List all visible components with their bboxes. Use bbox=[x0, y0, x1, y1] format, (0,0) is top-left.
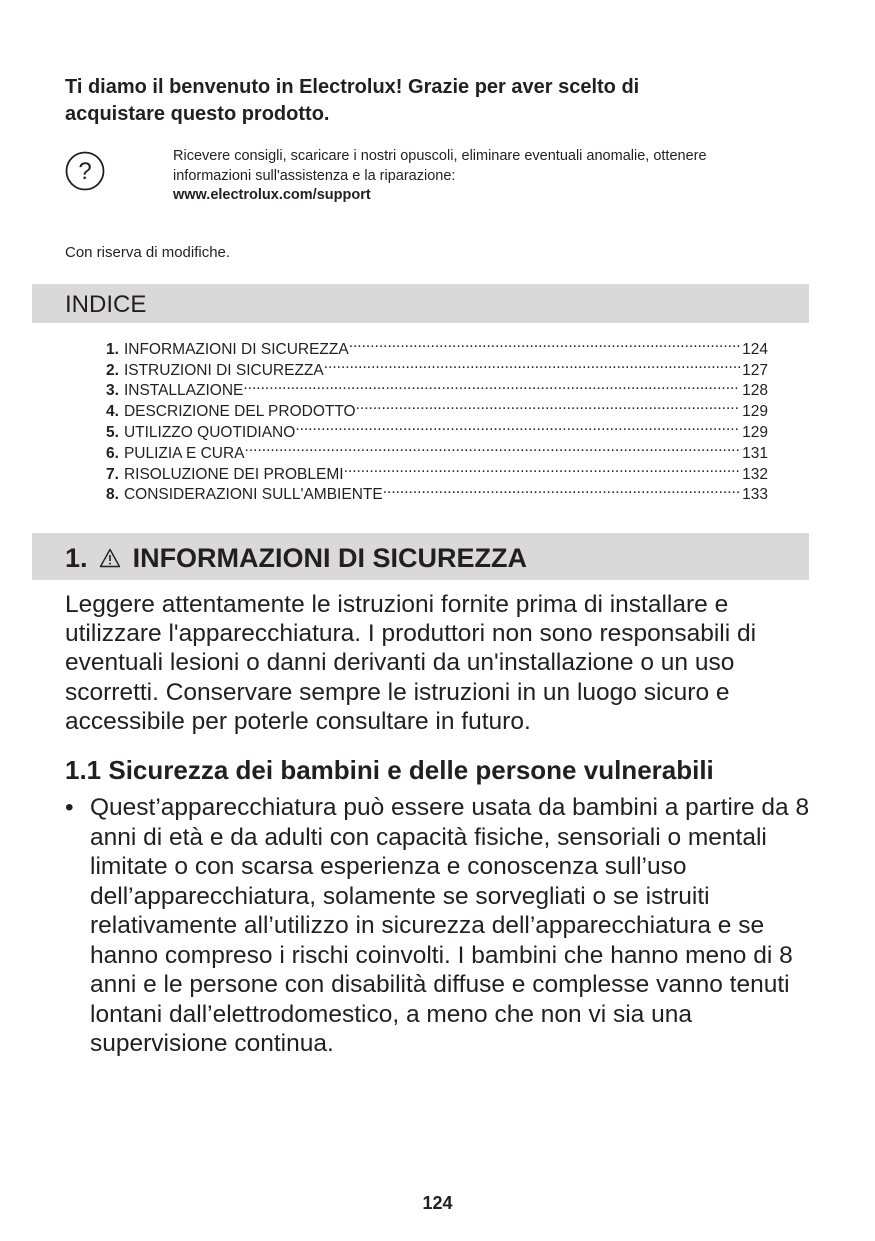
support-info bbox=[173, 147, 813, 206]
toc-item-page: 131 bbox=[742, 444, 768, 462]
table-of-contents bbox=[106, 333, 768, 504]
support-text-line-1: Ricevere consigli, scaricare i nostri opuscoli, eliminare eventuali anomalie, ottenere bbox=[173, 148, 707, 164]
bullet-dot: • bbox=[65, 794, 74, 821]
toc-title: INDICE bbox=[65, 291, 147, 318]
toc-item-label: DESCRIZIONE DEL PRODOTTO bbox=[123, 403, 356, 421]
toc-item-label: RISOLUZIONE DEI PROBLEMI bbox=[123, 465, 344, 483]
toc-item-page: 129 bbox=[742, 423, 768, 441]
toc-item-label: INSTALLAZIONE bbox=[123, 382, 244, 400]
toc-dot-leader bbox=[349, 333, 740, 354]
toc-dot-leader bbox=[383, 479, 740, 500]
toc-dot-leader bbox=[344, 458, 741, 479]
toc-item-number: 1. bbox=[106, 340, 119, 358]
subsection-title: 1.1 Sicurezza dei bambini e delle persone vulnerabili bbox=[65, 755, 714, 785]
svg-text:?: ? bbox=[78, 158, 92, 185]
toc-item-number: 5. bbox=[106, 423, 119, 441]
list-item-text: Quest’apparecchiatura può essere usata da bambini a partire da 8 anni di età e da adulti con capacità fisiche, sensoriali o mentali limitate o con scarsa esperienza e conoscenza sull’uso dell’apparecchiatura, solamente se sorvegliati o se istruiti relativamente all’utilizzo in sicurezza dell’apparecchiatura e se hanno compreso i rischi coinvolti. I bambini che hanno meno di 8 anni e le persone con disabilità diffuse e complesse vanno tenuti lontani dall’elettrodomestico, a meno che non vi sia una supervisione continua. bbox=[90, 794, 810, 1057]
toc-item-number: 3. bbox=[106, 382, 119, 400]
toc-heading-band bbox=[32, 284, 809, 323]
section-heading-band bbox=[32, 533, 809, 580]
toc-item-number: 2. bbox=[106, 361, 119, 379]
toc-item-label: PULIZIA E CURA bbox=[123, 444, 245, 462]
toc-item-number: 4. bbox=[106, 403, 119, 421]
toc-item-number: 6. bbox=[106, 444, 119, 462]
toc-item-page: 127 bbox=[742, 361, 768, 379]
toc-dot-leader bbox=[324, 354, 740, 375]
toc-item-page: 133 bbox=[742, 486, 768, 504]
toc-dot-leader bbox=[295, 416, 740, 437]
toc-item-page: 128 bbox=[742, 382, 768, 400]
warning-triangle-icon bbox=[99, 548, 121, 568]
toc-item-label: UTILIZZO QUOTIDIANO bbox=[123, 423, 296, 441]
section-title: INFORMAZIONI DI SICUREZZA bbox=[132, 543, 528, 573]
toc-item-number: 8. bbox=[106, 486, 119, 504]
support-link[interactable]: www.electrolux.com/support bbox=[173, 187, 371, 203]
toc-dot-leader bbox=[356, 395, 741, 416]
page-number: 124 bbox=[422, 1193, 453, 1213]
welcome-line-1: Ti diamo il benvenuto in Electrolux! Grazie per aver scelto di bbox=[65, 76, 640, 98]
toc-item-page: 129 bbox=[742, 403, 768, 421]
toc-item-number: 7. bbox=[106, 465, 119, 483]
list-item bbox=[65, 793, 825, 1059]
toc-dot-leader bbox=[243, 375, 740, 396]
toc-item[interactable] bbox=[106, 333, 768, 358]
section-number: 1. bbox=[65, 543, 88, 573]
toc-dot-leader bbox=[245, 437, 741, 458]
bullet-list bbox=[65, 793, 825, 1059]
toc-item-page: 132 bbox=[742, 465, 768, 483]
section-intro-paragraph: Leggere attentamente le istruzioni fornite prima di installare e utilizzare l'apparecchiatura. I produttori non sono responsabili di eventuali lesioni o danni derivanti da un'installazione o un uso scorretti. Conservare sempre le istruzioni in un luogo sicuro e accessibile per poterle consultare in futuro. bbox=[65, 591, 757, 735]
toc-item-label: CONSIDERAZIONI SULL'AMBIENTE bbox=[123, 486, 383, 504]
toc-item-label: INFORMAZIONI DI SICUREZZA bbox=[123, 340, 349, 358]
notice-text: Con riserva di modifiche. bbox=[65, 244, 231, 261]
support-text-line-2: informazioni sull'assistenza e la riparazione: bbox=[173, 167, 456, 184]
question-circle-icon bbox=[65, 151, 105, 191]
toc-item-page: 124 bbox=[742, 340, 768, 358]
welcome-heading bbox=[65, 74, 785, 128]
welcome-line-2: acquistare questo prodotto. bbox=[65, 103, 330, 125]
toc-item-label: ISTRUZIONI DI SICUREZZA bbox=[123, 361, 324, 379]
